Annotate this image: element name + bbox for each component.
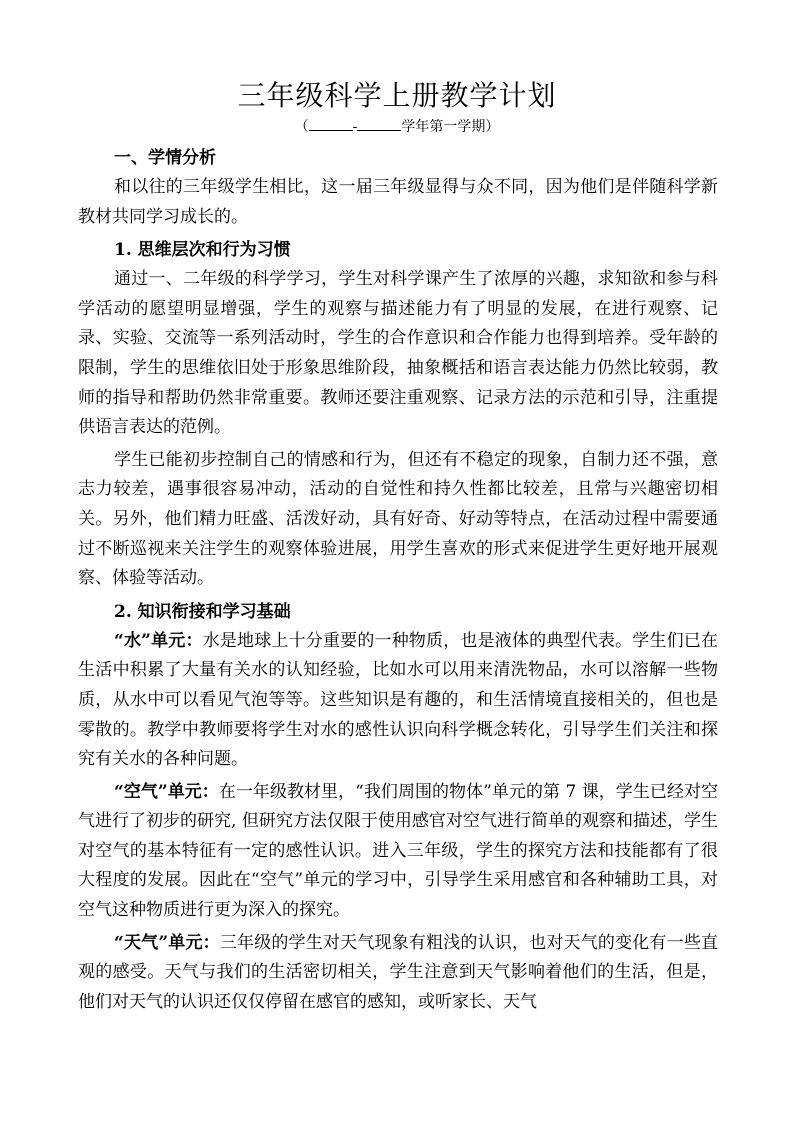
body-paragraph: 学生已能初步控制自己的情感和行为，但还有不稳定的现象，自制力还不强，意志力较差，遇事很容易冲动，活动的自觉性和持久性都比较差，且常与兴趣密切相关。另外，他们精力旺盛、活泼好动，具有好奇、好动等特点，在活动过程中需要通过不断巡视来关注学生的观察体验进展，用学生喜欢的形式来促进学生更好地开展观察、体验等活动。 (78, 449, 718, 589)
unit-paragraph-weather (78, 929, 718, 1018)
unit-paragraph-air (78, 778, 718, 926)
subtitle-dash: - (352, 119, 358, 135)
section-heading: 一、学情分析 (114, 148, 216, 168)
unit-text: 在一年级教材里，“我们周围的物体”单元的第 7 课，学生已经对空气进行了初步的研究, 但研究方法仅限于使用感官对空气进行简单的观察和描述，学生对空气的基本特征有一定的感性认识。进入三年级，学生的探究方法和技能都有了很大程度的发展。因此在“空气”单元的学习中，引导学生采用感官和各种辅助工具，对空气这种物质进行更为深入的探究。 (78, 781, 718, 921)
unit-label: “水”单元： (114, 630, 203, 651)
unit-label: “天气”单元： (114, 932, 220, 953)
document-body (78, 143, 718, 1017)
unit-label: “空气”单元： (114, 781, 219, 802)
document-subtitle (0, 117, 794, 137)
start-year-blank (309, 117, 353, 131)
unit-text: 水是地球上十分重要的一种物质，也是液体的典型代表。学生们已在生活中积累了大量有关水的认知经验，比如水可以用来清洗物品，水可以溶解一些物质，从水中可以看见气泡等等。这些知识是有趣的，和生活情境直接相关的，但也是零散的。教学中教师要将学生对水的感性认识向科学概念转化，引导学生们关注和探究有关水的各种问题。 (78, 630, 719, 770)
subsection-heading: 2. 知识衔接和学习基础 (114, 601, 291, 622)
end-year-blank (357, 117, 401, 131)
unit-paragraph-water (78, 627, 718, 775)
body-paragraph: 和以往的三年级学生相比，这一届三年级显得与众不同，因为他们是伴随科学新教材共同学习成长的。 (78, 177, 718, 227)
body-paragraph: 通过一、二年级的科学学习，学生对科学课产生了浓厚的兴趣，求知欲和参与科学活动的愿望明显增强，学生的观察与描述能力有了明显的发展，在进行观察、记录、实验、交流等一系列活动时，学生的合作意识和合作能力也得到培养。受年龄的限制，学生的思维依旧处于形象思维阶段，抽象概括和语言表达能力仍然比较弱，教师的指导和帮助仍然非常重要。教师还要注重观察、记录方法的示范和引导，注重提供语言表达的范例。 (78, 269, 718, 438)
document-title: 三年级科学上册教学计划 (237, 79, 557, 112)
subsection-heading: 1. 思维层次和行为习惯 (114, 240, 291, 261)
unit-text: 三年级的学生对天气现象有粗浅的认识，也对天气的变化有一些直观的感受。天气与我们的生活密切相关，学生注意到天气影响着他们的生活，但是，他们对天气的认识还仅仅停留在感官的感知，或听家长、天气 (78, 932, 719, 1012)
subtitle-suffix: 学年第一学期） (401, 119, 500, 135)
subtitle-open-paren: （ (294, 119, 309, 135)
